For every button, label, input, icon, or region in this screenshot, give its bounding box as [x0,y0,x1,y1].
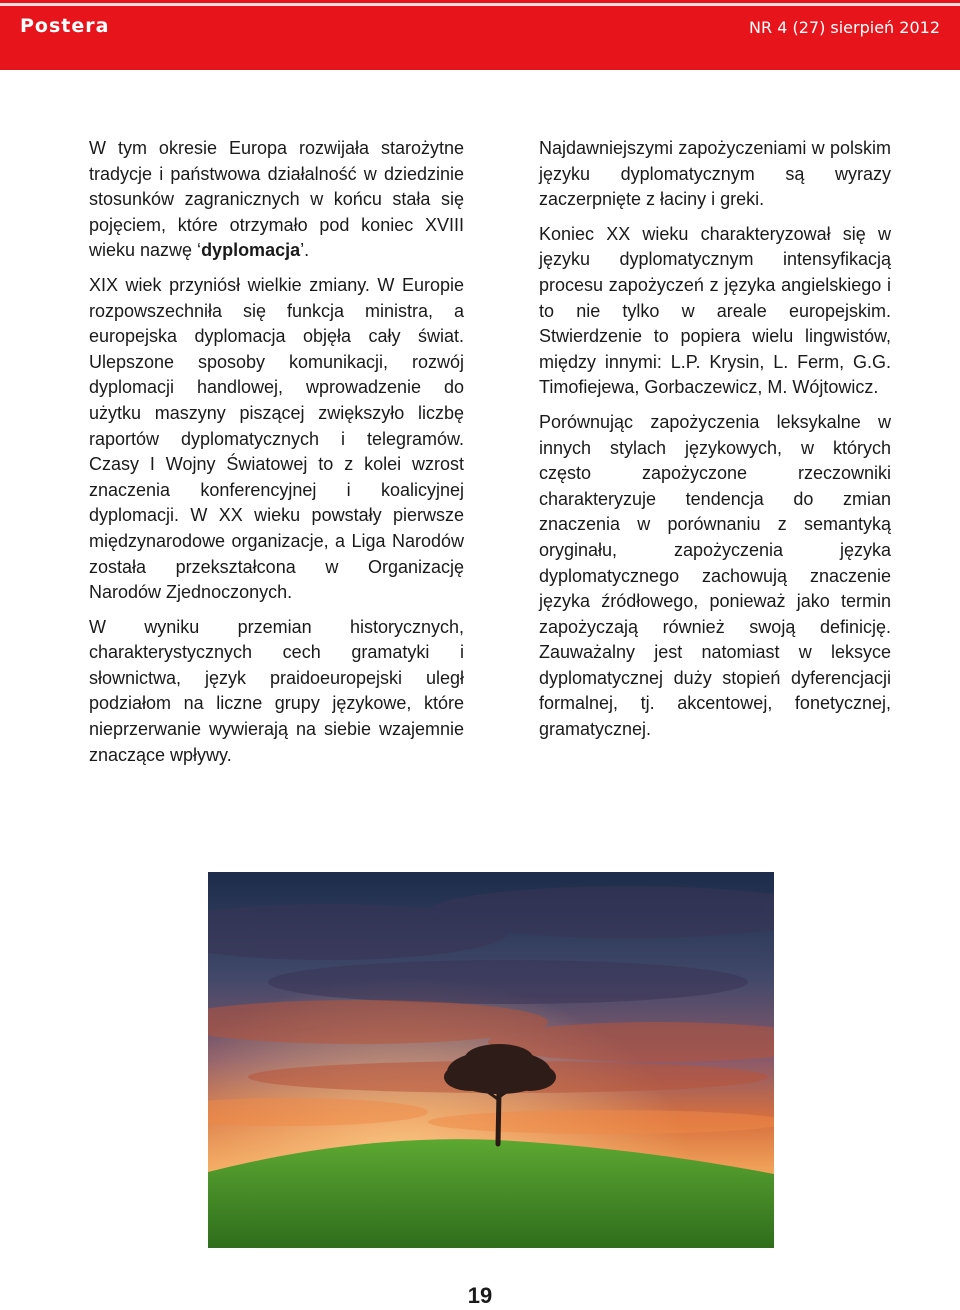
paragraph-earliest-loans: Najdawniejszymi zapożyczeniami w polskim języku dyplomatycznym są wyrazy zaczerpnięte z łaciny i greki. [539,138,891,210]
paragraph-text: ’. [300,240,310,261]
page-header [0,0,960,70]
paragraph-historical-changes: W wyniku przemian historycznych, charakterystycznych cech gramatyki i słownictwa, język praidoeuropejski uległ podziałom na liczne grupy językowe, które nieprzerwanie wywierają na siebie wzajemnie znaczące wpływy. [89,616,464,765]
header-rule [0,3,960,6]
issue-info: NR 4 (27) sierpień 2012 [749,18,940,37]
paragraph-xix-century: XIX wiek przyniósł wielkie zmiany. W Europie rozpowszechniła się funkcja ministra, a europejska dyplomacja objęła cały świat. Ulepszone sposoby komunikacji, rozwój dyplomacji handlowej, wprowadzenie do użytku maszyny piszącej zwiększyło liczbę raportów dyplomatycznych i telegramów. Czasy I Wojny Światowej to z kolei wzrost znaczenia konferencyjnej i koalicyjnej dyplomacji. W XX wieku powstały pierwsze międzynarodowe organizacje, a Liga Narodów została przekształcona w Organizację Narodów Zjednoczonych. [89,274,464,603]
paragraph-diplomacy-origin [89,136,464,264]
page-number: 19 [467,1283,493,1308]
right-column [539,136,891,752]
term-dyplomacja: dyplomacja [201,240,301,261]
left-column [89,136,464,777]
paragraph-comparison: Porównując zapożyczenia leksykalne w innych stylach językowych, w których często zapożyczone rzeczowniki charakteryzuje tendencja do zmian znaczenia w porównaniu z semantyką oryginału, zapożyczenia języka dyplomatycznego zachowują znaczenie języka źródłowego, ponieważ jako termin zapożyczają również swoją definicję. Zauważalny jest natomiast w leksyce dyplomatycznej duży stopień dyferencjacji formalnej, tj. akcentowej, fonetycznej, gramatycznej. [539,411,891,740]
magazine-title: Postera [20,15,110,37]
paragraph-xx-century: Koniec XX wieku charakteryzował się w języku dyplomatycznym intensyfikacją procesu zapożyczeń z języka angielskiego i to nie tylko w areale europejskim. Stwierdzenie to popiera wielu lingwistów, między innymi: L.P. Krysin, L. Ferm, G.G. Timofiejewa, Gorbaczewicz, M. Wójtowicz. [539,223,891,398]
paragraph-text: W tym okresie Europa rozwijała starożytne tradycje i państwowa działalność w dziedzinie stosunków zagranicznych w końcu stała się pojęciem, które otrzymało pod koniec XVIII wieku nazwę ‘ [89,138,464,261]
sunset-tree-photo [208,872,774,1248]
sunset-tree-illustration [208,872,774,1248]
